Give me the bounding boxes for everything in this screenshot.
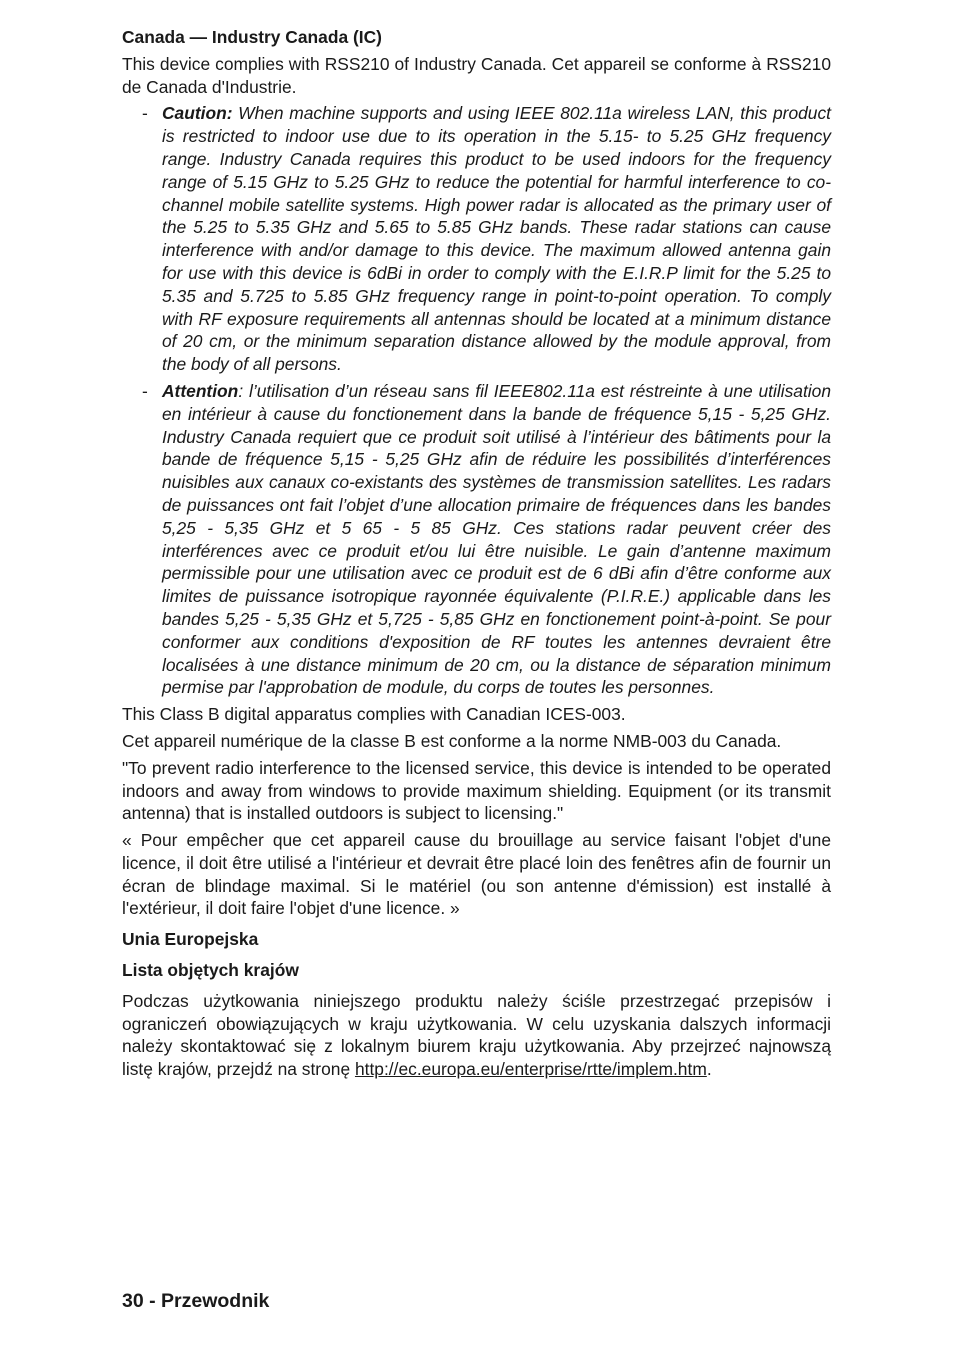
caution-label: Caution: xyxy=(162,103,233,124)
attention-label: Attention xyxy=(162,380,239,401)
canada-section-title: Canada — Industry Canada (IC) xyxy=(122,27,382,47)
eu-body-text: Podczas użytkowania niniejszego produktu należy ściśle przestrzegać przepisów i ograniczeń obowiązujących w kraju użytkowania. W celu uzyskania dalszych informacji należy skontaktować się z lokalnym biurem kraju użytkowania. Aby przejrzeć najnowszą listę krajów, przejdź na stronę xyxy=(122,990,831,1080)
attention-bullet xyxy=(122,380,831,699)
eu-country-list-title: Lista objętych krajów xyxy=(122,960,299,981)
eu-body-period: . xyxy=(706,1059,712,1080)
eu-rtte-link[interactable]: http://ec.europa.eu/enterprise/rtte/implem.htm xyxy=(354,1059,707,1080)
caution-body: When machine supports and using IEEE 802.11a wireless LAN, this product is restricted to indoor use due to its operation in the 5.15- to 5.25 GHz frequency range. Industry Canada requires this product to be used indoors for the frequency range of 5.15 GHz to 5.25 GHz to reduce the potential for harmful interference to co-channel mobile satellite systems. High power radar is allocated as the primary user of the 5.25 to 5.35 GHz and 5.65 to 5.85 GHz bands. These radar stations can cause interference with and/or damage to this device. The maximum allowed antenna gain for use with this device is 6dBi in order to comply with the E.I.R.P limit for the 5.25 to 5.35 and 5.725 to 5.85 GHz frequency range in point-to-point operation. To comply with RF exposure requirements all antennas should be located at a minimum distance of 20 cm, or the minimum separation distance allowed by the module approval, from the body of all persons. xyxy=(162,103,831,375)
bullet-dash: - xyxy=(142,380,148,401)
caution-bullet xyxy=(122,102,831,376)
attention-body: : l’utilisation d’un réseau sans fil IEEE802.11a est réstreinte à une utilisation en intérieur à cause du fonctionement dans la bande de fréquence 5,15 - 5,25 GHz. Industry Canada requiert que ce produit soit utilisé à l’intérieur des bâtiments pour la bande de fréquence 5,15 - 5,25 GHz afin de réduire les possibilités d’interférences nuisibles aux canaux co-existants des systèmes de transmission satellites. Les radars de puissances ont fait l’objet d’une allocation primaire de fréquences dans les bandes 5,25 - 5,35 GHz et 5 65 - 5 85 GHz. Ces stations radar peuvent créer des interférences avec ce produit et/ou lui être nuisible. Le gain d’antenne maximum permissible pour une utilisation avec ce produit est de 6 dBi afin d’être conforme aux limites de puissance isotropique rayonnée équivalente (P.I.R.E.) applicable dans les bandes 5,25 - 5,35 GHz et 5,725 - 5,85 GHz en fonctionement point-à-point. Se pour conformer aux conditions d'exposition de RF toutes les antennes devraient être localisées à une distance minimum de 20 cm, ou la distance de séparation minimum permise par l'approbation de module, du corps de toutes les personnes. xyxy=(162,380,831,698)
eu-body-paragraph xyxy=(122,990,831,1081)
attention-text xyxy=(162,380,831,699)
bullet-dash: - xyxy=(142,103,148,124)
radio-interference-paragraph-fr: « Pour empêcher que cet appareil cause du brouillage au service faisant l'objet d'une licence, il doit être utilisé a l'intérieur et devrait être placé loin des fenêtres afin de fournir un écran de blindage maximal. Si le matériel (ou son antenne d'émission) est installé à l'extérieur, il doit faire l'objet d'une licence. » xyxy=(122,830,831,919)
canada-intro-paragraph: This device complies with RSS210 of Industry Canada. Cet appareil se conforme à RSS210 de Canada d'Industrie. xyxy=(122,53,831,97)
caution-text xyxy=(162,102,831,376)
document-page xyxy=(122,26,831,1085)
page-footer-label: 30 - Przewodnik xyxy=(122,1290,270,1312)
nmb-paragraph: Cet appareil numérique de la classe B est conforme a la norme NMB-003 du Canada. xyxy=(122,730,782,751)
eu-section-title: Unia Europejska xyxy=(122,929,259,950)
ices-paragraph: This Class B digital apparatus complies with Canadian ICES-003. xyxy=(122,704,626,725)
radio-interference-paragraph-en: "To prevent radio interference to the licensed service, this device is intended to be operated indoors and away from windows to provide maximum shielding. Equipment (or its transmit antenna) that is installed outdoors is subject to licensing." xyxy=(122,757,831,824)
